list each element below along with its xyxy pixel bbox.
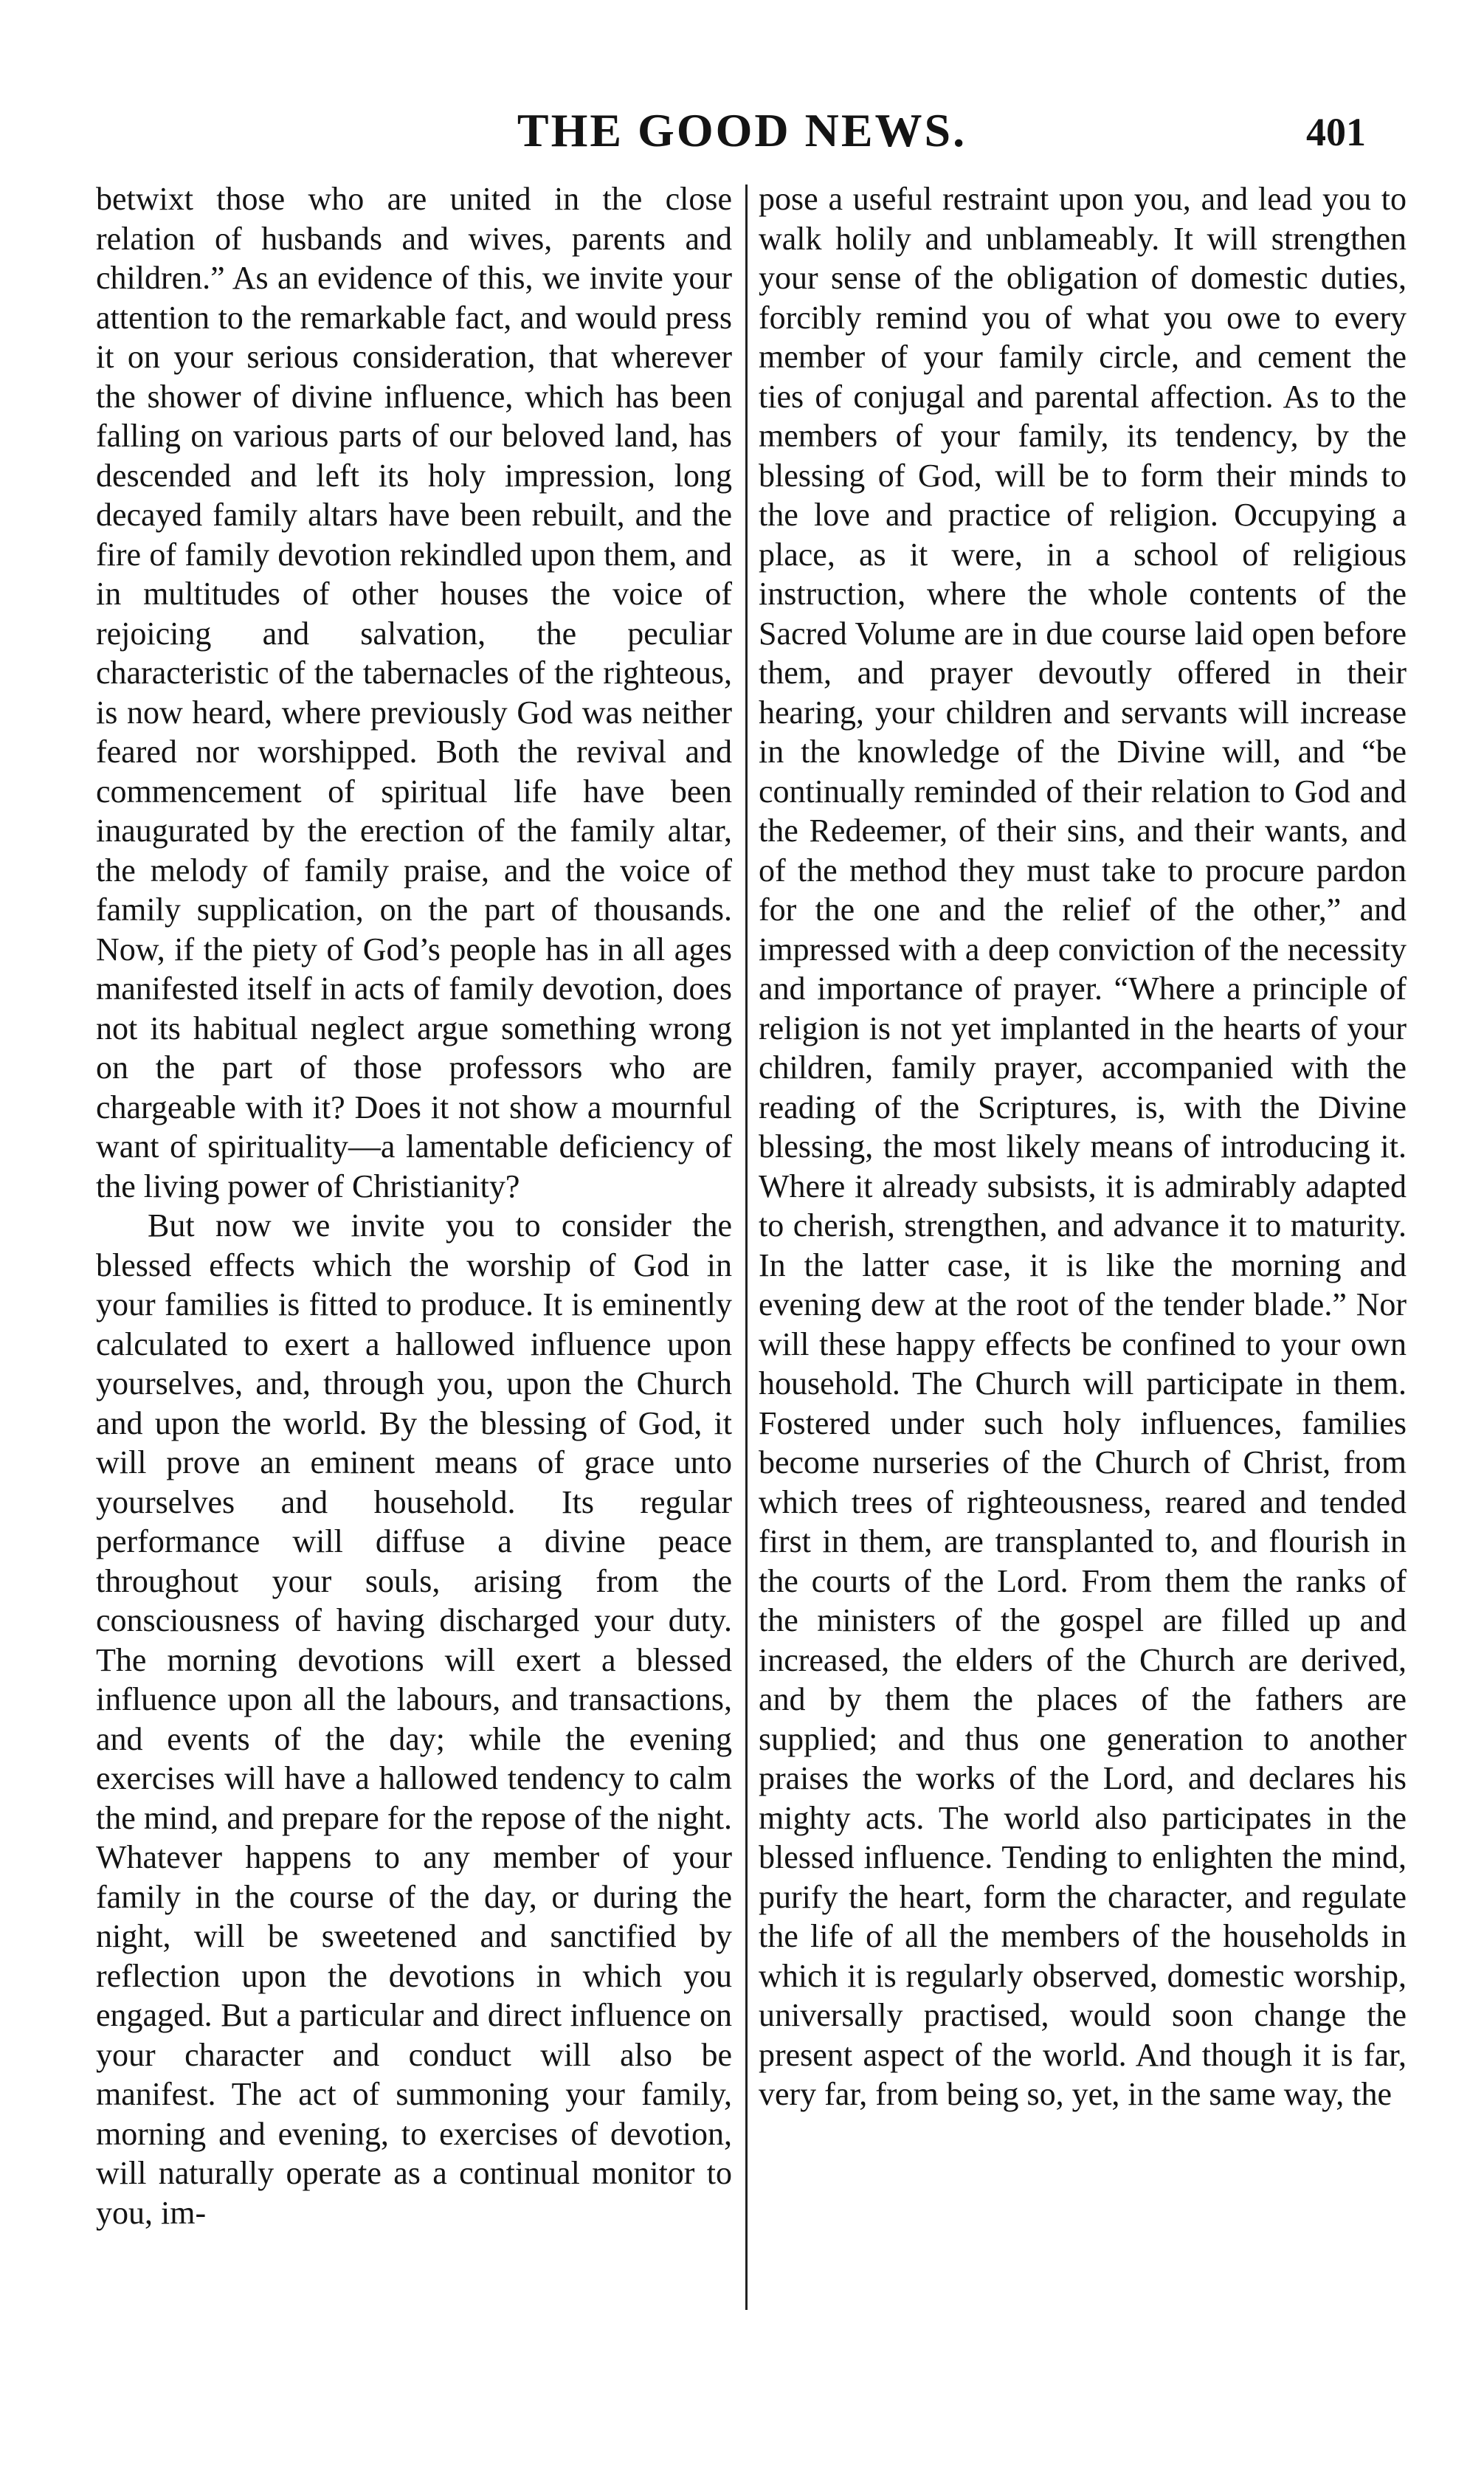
right-text-column <box>759 179 1407 2114</box>
left-text-column <box>96 179 732 2232</box>
page-number: 401 <box>1306 110 1366 154</box>
column-divider <box>745 184 748 2310</box>
running-head-title: THE GOOD NEWS. <box>517 104 967 156</box>
left-paragraph-2: But now we invite you to consider the blessed effects which the worship of God in your families is fitted to produce. It is eminently calculated to exert a hallowed influence upon yourselves, and, through you, upon the Church and upon the world. By the blessing of God, it will prove an eminent means of grace unto yourselves and household. Its regular performance will diffuse a divine peace throughout your souls, arising from the consciousness of having discharged your duty. The morning devotions will exert a blessed influence upon all the labours, and transactions, and events of the day; while the evening exercises will have a hallowed tendency to calm the mind, and prepare for the repose of the night. Whatever happens to any member of your family in the course of the day, or during the night, will be sweetened and sanctified by reflection upon the devotions in which you engaged. But a particular and direct influence on your character and conduct will also be manifest. The act of summoning your family, morning and evening, to exercises of devotion, will naturally operate as a continual monitor to you, im- <box>96 1207 732 2231</box>
right-paragraph-1: pose a useful restraint upon you, and lead you to walk holily and unblameably. It will strengthen your sense of the obligation of domestic duties, forcibly remind you of what you owe to every member of your family circle, and cement the ties of conjugal and parental affection. As to the members of your family, its tendency, by the blessing of God, will be to form their minds to the love and practice of religion. Occupying a place, as it were, in a school of religious instruction, where the whole contents of the Sacred Volume are in due course laid open before them, and prayer devoutly offered in their hearing, your children and servants will increase in the knowledge of the Divine will, and “be continually reminded of their relation to God and the Redeemer, of their sins, and their wants, and of the method they must take to procure pardon for the one and the relief of the other,” and impressed with a deep conviction of the necessity and importance of prayer. “Where a principle of religion is not yet implanted in the hearts of your children, family prayer, accompanied with the reading of the Scriptures, is, with the Divine blessing, the most likely means of introducing it. Where it already subsists, it is admirably adapted to cherish, strengthen, and advance it to maturity. In the latter case, it is like the morning and evening dew at the root of the tender blade.” Nor will these happy effects be confined to your own household. The Church will participate in them. Fostered under such holy influences, families become nurseries of the Church of Christ, from which trees of righteousness, reared and tended first in them, are transplanted to, and flourish in the courts of the Lord. From them the ranks of the ministers of the gospel are filled up and increased, the elders of the Church are derived, and by them the places of the fathers are supplied; and thus one generation to another praises the works of the Lord, and declares his mighty acts. The world also participates in the blessed influence. Tending to enlighten the mind, purify the heart, form the character, and regulate the life of all the members of the households in which it is regularly observed, domestic worship, universally practised, would soon change the present aspect of the world. And though it is far, very far, from being so, yet, in the same way, the <box>759 181 1407 2112</box>
left-paragraph-1: betwixt those who are united in the close relation of husbands and wives, parents and children.” As an evidence of this, we invite your attention to the remarkable fact, and would press it on your serious consideration, that wherever the shower of divine influence, which has been falling on various parts of our beloved land, has descended and left its holy impression, long decayed family altars have been rebuilt, and the fire of family devotion rekindled upon them, and in multitudes of other houses the voice of rejoicing and salvation, the peculiar characteristic of the tabernacles of the righteous, is now heard, where previously God was neither feared nor worshipped. Both the revival and commencement of spiritual life have been inaugurated by the erection of the family altar, the melody of family praise, and the voice of family supplication, on the part of thousands. Now, if the piety of God’s people has in all ages manifested itself in acts of family devotion, does not its habitual neglect argue something wrong on the part of those professors who are chargeable with it? Does it not show a mournful want of spirituality—a lamentable deficiency of the living power of Christianity? <box>96 181 732 1204</box>
